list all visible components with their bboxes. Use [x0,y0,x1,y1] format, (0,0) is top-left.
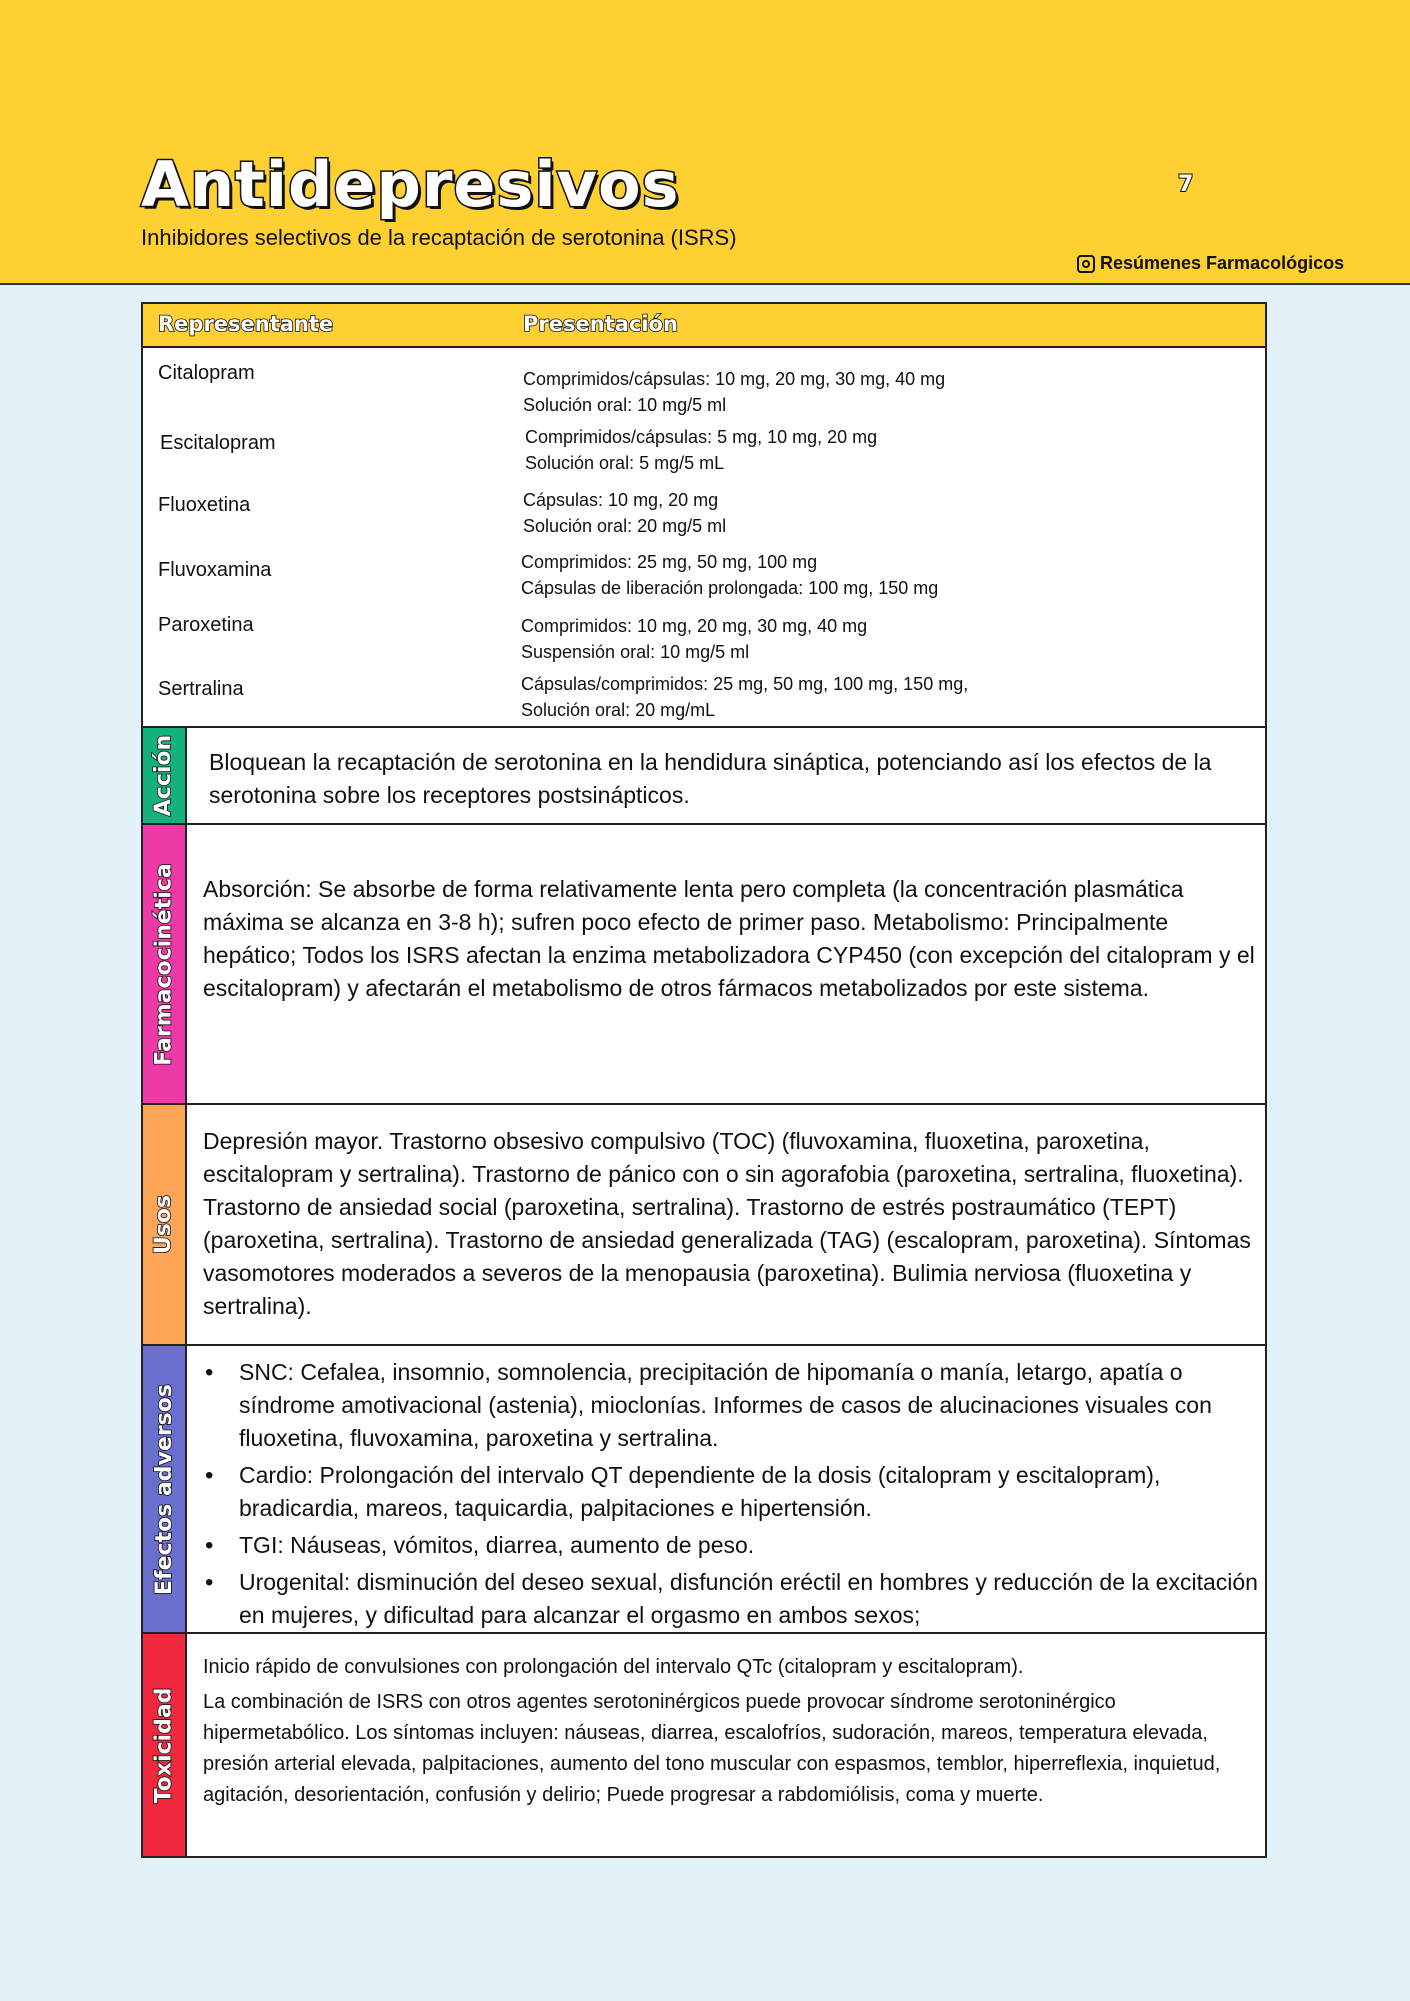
section-usos [143,1103,1265,1344]
drug-presentation [521,671,968,723]
drug-presentation [523,487,726,539]
drug-presentation [523,366,945,418]
drug-presentation [521,613,867,665]
efectos-list [205,1356,1263,1636]
toxicidad-line-2: La combinación de ISRS con otros agentes serotoninérgicos puede provocar síndrome serotoninérgico hipermetabólico. Los síntomas incluyen: náuseas, diarrea, escalofríos, sudoración, mareos, temperatura elevada, presión arterial elevada, palpitaciones, aumento del tono muscular con espasmos, temblor, hiperreflexia, inquietud, agitación, desorientación, confusión y delirio; Puede progresar a rabdomiólisis, coma y muerte. [203,1691,1221,1806]
page-title: Antidepresivos [141,148,680,221]
col-header-representante: Representante [158,312,334,336]
presentation-line: Solución oral: 5 mg/5 mL [525,453,725,473]
tab-label: Acción [151,734,177,817]
section-farmacocinetica [143,823,1265,1103]
col-header-presentacion: Presentación [523,312,678,336]
drug-name: Fluoxetina [158,494,251,516]
page-header [0,0,1410,285]
presentation-line: Cápsulas/comprimidos: 25 mg, 50 mg, 100 mg, 150 mg, [521,674,969,694]
section-toxicidad [143,1632,1265,1856]
tab-label: Toxicidad [151,1687,177,1803]
presentation-line: Solución oral: 20 mg/5 ml [523,516,727,536]
presentation-line: Comprimidos: 10 mg, 20 mg, 30 mg, 40 mg [521,616,868,636]
drug-name: Fluvoxamina [158,559,272,581]
page-number: 7 [1178,172,1194,197]
table-header [143,304,1265,348]
drug-name: Citalopram [158,362,255,384]
drug-name: Sertralina [158,678,244,700]
presentation-line: Cápsulas de liberación prolongada: 100 mg, 150 mg [521,578,939,598]
drug-name: Paroxetina [158,614,254,636]
list-item: • TGI: Náuseas, vómitos, diarrea, aumento de peso. [205,1529,1263,1562]
tab-label: Farmacocinética [151,862,177,1066]
brand-name: Resúmenes Farmacológicos [1100,253,1345,273]
farmacocinetica-text: Absorción: Se absorbe de forma relativamente lenta pero completa (la concentración plasmática máxima se alcanza en 3-8 h); sufren poco efecto de primer paso. Metabolismo: Principalmente hepático; Todos los ISRS afectan la enzima metabolizadora CYP450 (con excepción del citalopram y el escitalopram) y afectarán el metabolismo de otros fármacos metabolizados por este sistema. [203,876,1255,1001]
presentation-line: Cápsulas: 10 mg, 20 mg [523,490,719,510]
tab-label: Efectos adversos [151,1383,177,1595]
drug-name: Escitalopram [160,432,276,454]
instagram-icon [1077,255,1095,273]
tab-farmacocinetica [143,825,187,1103]
section-accion [143,726,1265,823]
presentation-line: Comprimidos/cápsulas: 5 mg, 10 mg, 20 mg [525,427,878,447]
presentation-line: Solución oral: 10 mg/5 ml [523,395,727,415]
tab-accion [143,728,187,823]
toxicidad-line-1: Inicio rápido de convulsiones con prolongación del intervalo QTc (citalopram y escitalopram). [203,1656,1024,1678]
list-item: • SNC: Cefalea, insomnio, somnolencia, precipitación de hipomanía o manía, letargo, apatía o síndrome amotivacional (astenia), mioclonías. Informes de casos de alucinaciones visuales con fluoxetina, fluvoxamina, paroxetina y sertralina. [205,1356,1263,1455]
presentation-line: Comprimidos: 25 mg, 50 mg, 100 mg [521,552,818,572]
drug-presentation [525,424,877,476]
presentation-line: Comprimidos/cápsulas: 10 mg, 20 mg, 30 mg, 40 mg [523,369,946,389]
drug-presentation [521,549,938,601]
toxicidad-text [203,1652,1263,1811]
list-item: • Urogenital: disminución del deseo sexual, disfunción eréctil en hombres y reducción de la excitación en mujeres, y dificultad para alcanzar el orgasmo en ambos sexos; [205,1566,1263,1632]
tab-usos [143,1105,187,1344]
tab-toxicidad [143,1634,187,1856]
page-subtitle: Inhibidores selectivos de la recaptación de serotonina (ISRS) [141,225,737,250]
accion-text: Bloquean la recaptación de serotonina en la hendidura sináptica, potenciando así los efectos de la serotonina sobre los receptores postsinápticos. [209,749,1212,808]
section-efectos-adversos [143,1344,1265,1632]
presentation-line: Suspensión oral: 10 mg/5 ml [521,642,750,662]
tab-efectos-adversos [143,1346,187,1632]
brand-credit [1077,253,1344,274]
tab-label: Usos [151,1194,177,1255]
list-item: • Cardio: Prolongación del intervalo QT dependiente de la dosis (citalopram y escitalopram), bradicardia, mareos, taquicardia, palpitaciones e hipertensión. [205,1459,1263,1525]
usos-text: Depresión mayor. Trastorno obsesivo compulsivo (TOC) (fluvoxamina, fluoxetina, paroxetina, escitalopram y sertralina). Trastorno de pánico con o sin agorafobia (paroxetina, sertralina, fluoxetina). Trastorno de ansiedad social (paroxetina, sertralina). Trastorno de estrés postraumático (TEPT) (paroxetina, sertralina). Trastorno de ansiedad generalizada (TAG) (escalopram, paroxetina). Síntomas vasomotores moderados a severos de la menopausia (paroxetina). Bulimia nerviosa (fluoxetina y sertralina). [203,1128,1251,1319]
drug-sheet [141,302,1267,1858]
presentation-line: Solución oral: 20 mg/mL [521,700,716,720]
